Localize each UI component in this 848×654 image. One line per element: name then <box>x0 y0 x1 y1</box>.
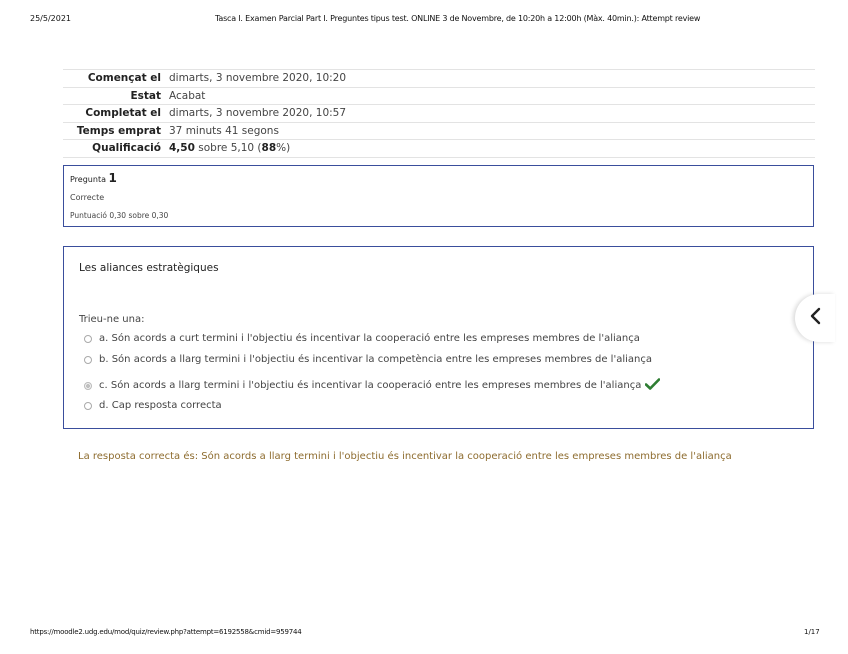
question-prefix: Pregunta <box>70 175 106 184</box>
question-grade: Puntuació 0,30 sobre 0,30 <box>70 211 169 220</box>
question-number <box>70 171 117 185</box>
question-content-box <box>63 246 814 429</box>
answer-label: d. Cap resposta correcta <box>99 400 222 411</box>
summary-label: Estat <box>130 89 161 102</box>
summary-value: dimarts, 3 novembre 2020, 10:57 <box>169 107 347 120</box>
radio-button[interactable] <box>84 335 92 343</box>
answer-label: c. Són acords a llarg termini i l'objectiu és incentivar la cooperació entre les empreses membres de l'aliança <box>99 380 642 391</box>
summary-row-started <box>63 70 815 88</box>
answer-option-c[interactable] <box>84 378 660 393</box>
radio-button[interactable] <box>84 356 92 364</box>
grade-value <box>169 140 290 157</box>
summary-label: Temps emprat <box>76 124 161 137</box>
summary-value: dimarts, 3 novembre 2020, 10:20 <box>169 72 347 84</box>
summary-row-time <box>63 123 815 141</box>
answer-option-d[interactable] <box>84 400 222 411</box>
radio-button-selected[interactable] <box>84 382 92 390</box>
summary-value: Acabat <box>169 89 206 102</box>
attempt-summary-table <box>63 69 815 158</box>
summary-label: Completat el <box>85 107 161 120</box>
footer-url: https://moodle2.udg.edu/mod/quiz/review.php?attempt=6192558&cmid=959744 <box>30 628 302 636</box>
answer-option-a[interactable] <box>84 333 640 344</box>
grade-mid: sobre 5,10 ( <box>194 142 262 155</box>
answer-label: a. Són acords a curt termini i l'objectiu és incentivar la cooperació entre les empreses membres de l'aliança <box>99 333 640 344</box>
drawer-toggle-button[interactable] <box>795 294 835 342</box>
check-icon <box>645 378 660 393</box>
question-info-box <box>63 165 814 227</box>
summary-row-state <box>63 88 815 106</box>
chevron-left-icon <box>809 307 821 329</box>
answer-prompt: Trieu-ne una: <box>79 314 145 325</box>
header-title: Tasca I. Examen Parcial Part I. Preguntes tipus test. ONLINE 3 de Novembre, de 10:20h a 12:00h (Màx. 40min.): Attempt review <box>215 14 701 23</box>
question-state: Correcte <box>70 193 105 202</box>
summary-value: 37 minuts 41 segons <box>169 124 279 137</box>
grade-end: %) <box>276 142 291 155</box>
header-date: 25/5/2021 <box>30 14 72 23</box>
correct-answer-feedback: La resposta correcta és: Són acords a llarg termini i l'objectiu és incentivar la cooperació entre les empreses membres de l'aliança <box>78 451 732 462</box>
grade-score: 4,50 <box>169 142 195 155</box>
grade-percent: 88 <box>261 142 277 155</box>
summary-label: Començat el <box>87 72 161 84</box>
summary-label: Qualificació <box>92 142 161 155</box>
question-number-value: 1 <box>108 171 117 185</box>
answer-label: b. Són acords a llarg termini i l'objectiu és incentivar la competència entre les empreses membres de l'aliança <box>99 354 652 365</box>
summary-row-completed <box>63 105 815 123</box>
summary-row-grade <box>63 140 815 158</box>
footer-page-number: 1/17 <box>804 628 820 636</box>
question-text: Les aliances estratègiques <box>79 262 219 274</box>
answer-option-b[interactable] <box>84 354 652 365</box>
radio-button[interactable] <box>84 402 92 410</box>
